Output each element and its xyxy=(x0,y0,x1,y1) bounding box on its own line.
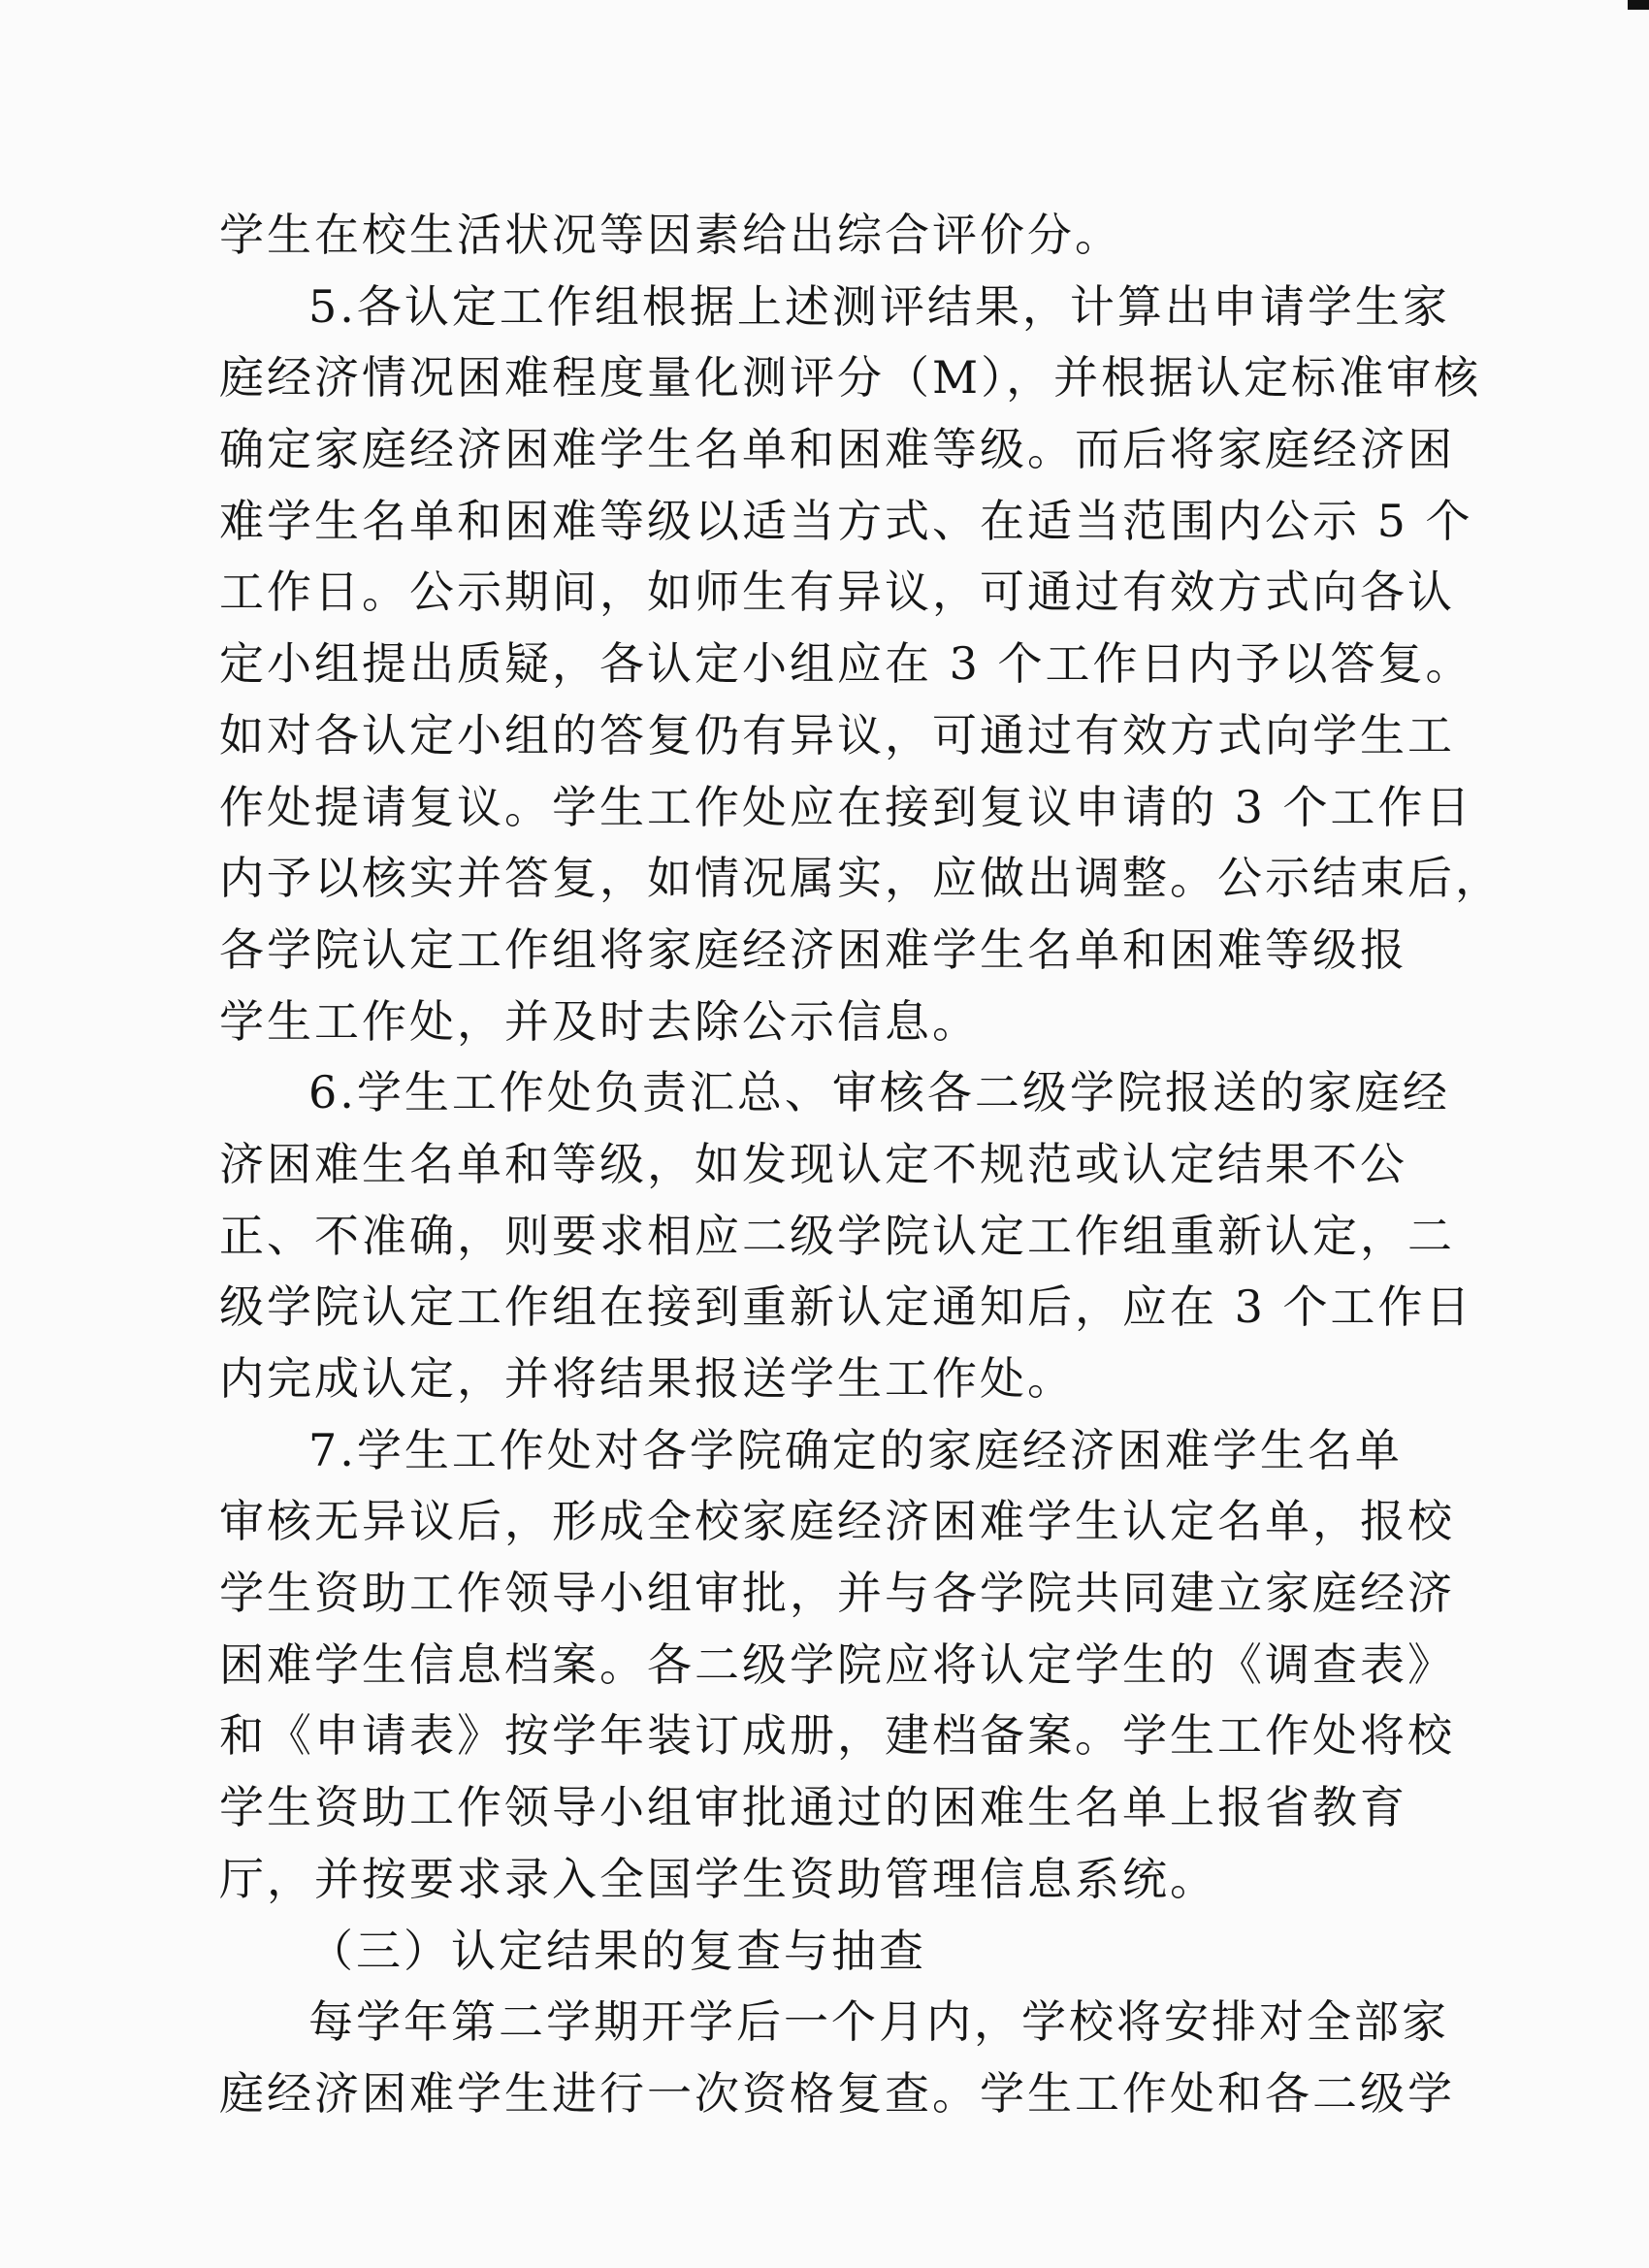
paragraph-item-7-line: 7.学生工作处对各学院确定的家庭经济困难学生名单 xyxy=(308,1423,1403,1476)
paragraph-item-5-line: 5.各认定工作组根据上述测评结果，计算出申请学生家 xyxy=(308,279,1450,333)
text-line: 庭经济困难学生进行一次资格复查。学生工作处和各二级学 xyxy=(219,2066,1455,2120)
scan-corner-mark xyxy=(1628,0,1649,10)
paragraph-item-6-line: 6.学生工作处负责汇总、审核各二级学院报送的家庭经 xyxy=(308,1066,1450,1119)
text-line: 济困难生名单和等级，如发现认定不规范或认定结果不公 xyxy=(219,1137,1407,1190)
text-line: 正、不准确，则要求相应二级学院认定工作组重新认定，二 xyxy=(219,1209,1455,1262)
text-line: 困难学生信息档案。各二级学院应将认定学生的《调查表》 xyxy=(219,1637,1455,1691)
text-line: 学生工作处，并及时去除公示信息。 xyxy=(219,994,980,1048)
text-line: 学生资助工作领导小组审批通过的困难生名单上报省教育 xyxy=(219,1781,1407,1834)
text-line: 工作日。公示期间，如师生有异议，可通过有效方式向各认 xyxy=(219,566,1455,619)
text-line: 和《申请表》按学年装订成册，建档备案。学生工作处将校 xyxy=(219,1709,1455,1763)
text-line: 内予以核实并答复，如情况属实，应做出调整。公示结束后， xyxy=(219,852,1503,905)
text-line: 学生在校生活状况等因素给出综合评价分。 xyxy=(219,209,1122,261)
text-line: 作处提请复议。学生工作处应在接到复议申请的 3 个工作日 xyxy=(219,780,1473,833)
text-line: 庭经济情况困难程度量化测评分（M），并根据认定标准审核 xyxy=(219,351,1482,405)
section-heading: （三）认定结果的复查与抽查 xyxy=(308,1924,926,1977)
text-line: 各学院认定工作组将家庭经济困难学生名单和困难等级报 xyxy=(219,923,1407,976)
text-line: 厅，并按要求录入全国学生资助管理信息系统。 xyxy=(219,1852,1217,1905)
paragraph-start-line: 每学年第二学期开学后一个月内，学校将安排对全部家 xyxy=(308,1995,1449,2049)
text-line: 级学院认定工作组在接到重新认定通知后，应在 3 个工作日 xyxy=(219,1280,1473,1334)
text-line: 定小组提出质疑，各认定小组应在 3 个工作日内予以答复。 xyxy=(219,637,1473,691)
text-line: 难学生名单和困难等级以适当方式、在适当范围内公示 5 个 xyxy=(219,494,1473,547)
document-body xyxy=(219,200,1503,2130)
text-line: 审核无异议后，形成全校家庭经济困难学生认定名单，报校 xyxy=(219,1495,1455,1548)
text-line: 确定家庭经济困难学生名单和困难等级。而后将家庭经济困 xyxy=(219,423,1455,476)
text-line: 学生资助工作领导小组审批，并与各学院共同建立家庭经济 xyxy=(219,1567,1455,1620)
text-line: 如对各认定小组的答复仍有异议，可通过有效方式向学生工 xyxy=(219,708,1455,761)
text-line: 内完成认定，并将结果报送学生工作处。 xyxy=(219,1352,1075,1405)
